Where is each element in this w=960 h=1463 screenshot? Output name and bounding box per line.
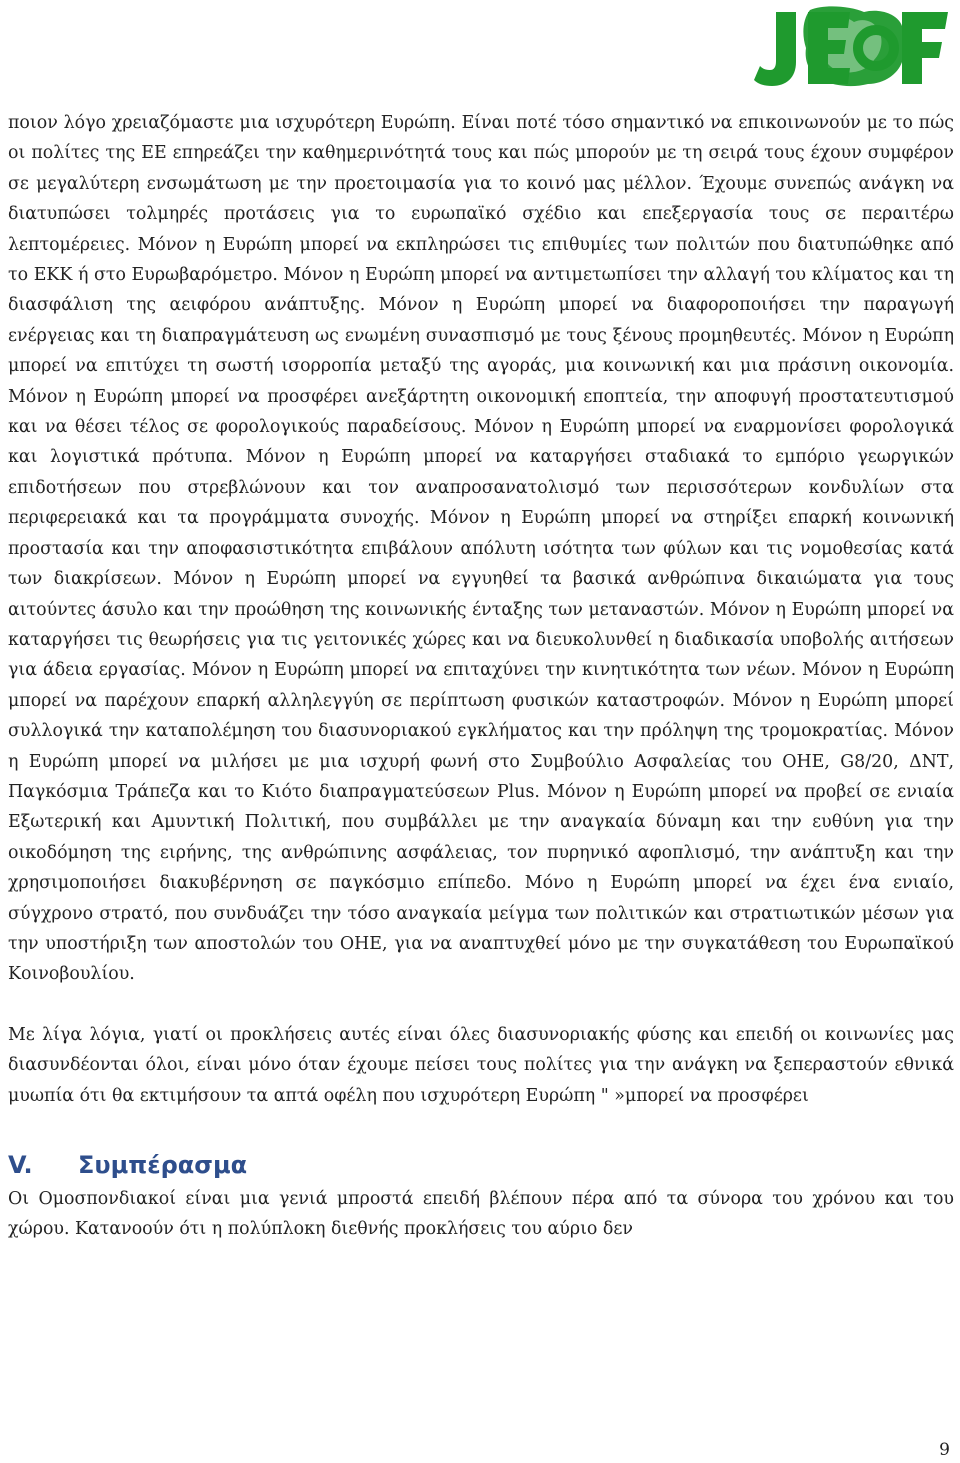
section-number: V. [8,1151,33,1179]
section-title: Συμπέρασμα [78,1151,248,1179]
section-heading [8,1150,954,1180]
jef-logo [752,4,952,90]
paragraph-3: Οι Ομοσπονδιακοί είναι μια γενιά μπροστά επειδή βλέπουν πέρα από τα σύνορα του χρόνου και του χώρου. Κατανοούν ότι η πολύπλοκη διεθνής προκλήσεις του αύριο δεν [8,1189,954,1240]
page-number: 9 [939,1440,950,1460]
paragraph-2: Με λίγα λόγια, γιατί οι προκλήσεις αυτές είναι όλες διασυνοριακής φύσης και επειδή οι κοινωνίες μας διασυνδέονται όλοι, είναι μόνο όταν έχουμε πείσει τους πολίτες για την ανάγκη να ξεπεραστούν εθνικά μυωπία ότι θα εκτιμήσουν τα απτά οφέλη που ισχυρότερη Ευρώπη " »μπορεί να προσφέρει [8,1024,954,1106]
letter-f-shape [902,12,948,84]
document-body [8,108,954,1245]
letter-e-shape [808,12,850,84]
letter-j-shape [754,12,796,86]
paragraph-1: ποιον λόγο χρειαζόμαστε μια ισχυρότερη Ευρώπη. Είναι ποτέ τόσο σημαντικό να επικοινωνούν με το πώς οι πολίτες της ΕΕ επηρεάζει την καθημερινότητά τους και πώς μπορούν με τη σειρά τους έχουν συμφέρον σε μεγαλύτερη ενσωμάτωση με την προετοιμασία για το κοινό μας μέλλον. Έχουμε συνεπώς ανάγκη να διατυπώσει τολμηρές προτάσεις για το ευρωπαϊκό σχέδιο και επεξεργασία τους σε περαιτέρω λεπτομέρειες. Μόνον η Ευρώπη μπορεί να εκπληρώσει τις επιθυμίες των πολιτών που διατυπώθηκε από το ΕΚΚ ή στο Ευρωβαρόμετρο. Μόνον η Ευρώπη μπορεί να αντιμετωπίσει την αλλαγή του κλίματος και τη διασφάλιση της αειφόρου ανάπτυξης. Μόνον η Ευρώπη μπορεί να διαφοροποιήσει την παραγωγή ενέργειας και τη διαπραγμάτευση ως ενωμένη συνασπισμό με τους ξένους προμηθευτές. Μόνον η Ευρώπη μπορεί να επιτύχει τη σωστή ισορροπία μεταξύ της αγοράς, μια κοινωνική και μια πράσινη οικονομία. Μόνον η Ευρώπη μπορεί να προσφέρει ανεξάρτητη οικονομική εποπτεία, την αποφυγή προστατευτισμού και να θέσει τέλος σε φορολογικούς παραδείσους. Μόνον η Ευρώπη μπορεί να εναρμονίσει φορολογικά και λογιστικά πρότυπα. Μόνον η Ευρώπη μπορεί να καταργήσει σταδιακά το εμπόριο γεωργικών επιδοτήσεων που στρεβλώνουν και τον αναπροσανατολισμό των περισσότερων κονδυλίων στα περιφερειακά και τα προγράμματα συνοχής. Μόνον η Ευρώπη μπορεί να στηρίξει επαρκή κοινωνική προστασία και την αποφασιστικότητα επιβάλουν απόλυτη ισότητα των φύλων και τις νομοθεσίας κατά των διακρίσεων. Μόνον η Ευρώπη μπορεί να εγγυηθεί τα βασικά ανθρώπινα δικαιώματα για τους αιτούντες άσυλο και την προώθηση της κοινωνικής ένταξης των μεταναστών. Μόνον η Ευρώπη μπορεί να καταργήσει τις θεωρήσεις για τις γειτονικές χώρες και να διευκολυνθεί η διαδικασία υποβολής αιτήσεων για άδεια εργασίας. Μόνον η Ευρώπη μπορεί να επιταχύνει την κινητικότητα των νέων. Μόνον η Ευρώπη μπορεί να παρέχουν επαρκή αλληλεγγύη σε περίπτωση φυσικών καταστροφών. Μόνον η Ευρώπη μπορεί συλλογικά την καταπολέμηση του διασυνοριακού εγκλήματος και την πρόληψη της τρομοκρατίας. Μόνον η Ευρώπη μπορεί να μιλήσει με μια ισχυρή φωνή στο Συμβούλιο Ασφαλείας του ΟΗΕ, G8/20, ΔΝΤ, Παγκόσμια Τράπεζα και το Κιότο διαπραγματεύσεων Plus. Μόνον η Ευρώπη μπορεί να προβεί σε ενιαία Εξωτερική και Αμυντική Πολιτική, που συμβάλλει με την αναγκαία δύναμη και την ευθύνη για την οικοδόμηση της ειρήνης, της ανθρώπινης ασφάλειας, τον πυρηνικό αφοπλισμό, την ανάπτυξη και την χρησιμοποιήσει διακυβέρνηση σε παγκόσμιο επίπεδο. Μόνο η Ευρώπη μπορεί να έχει ένα ενιαίο, σύγχρονο στρατό, που συνδυάζει την τόσο αναγκαία μείγμα των πολιτικών και στρατιωτικών μέσων για την υποστήριξη των αποστολών του ΟΗΕ, για να αναπτυχθεί μόνο με την συγκατάθεση του Ευρωπαϊκού Κοινοβουλίου. [8,113,954,985]
